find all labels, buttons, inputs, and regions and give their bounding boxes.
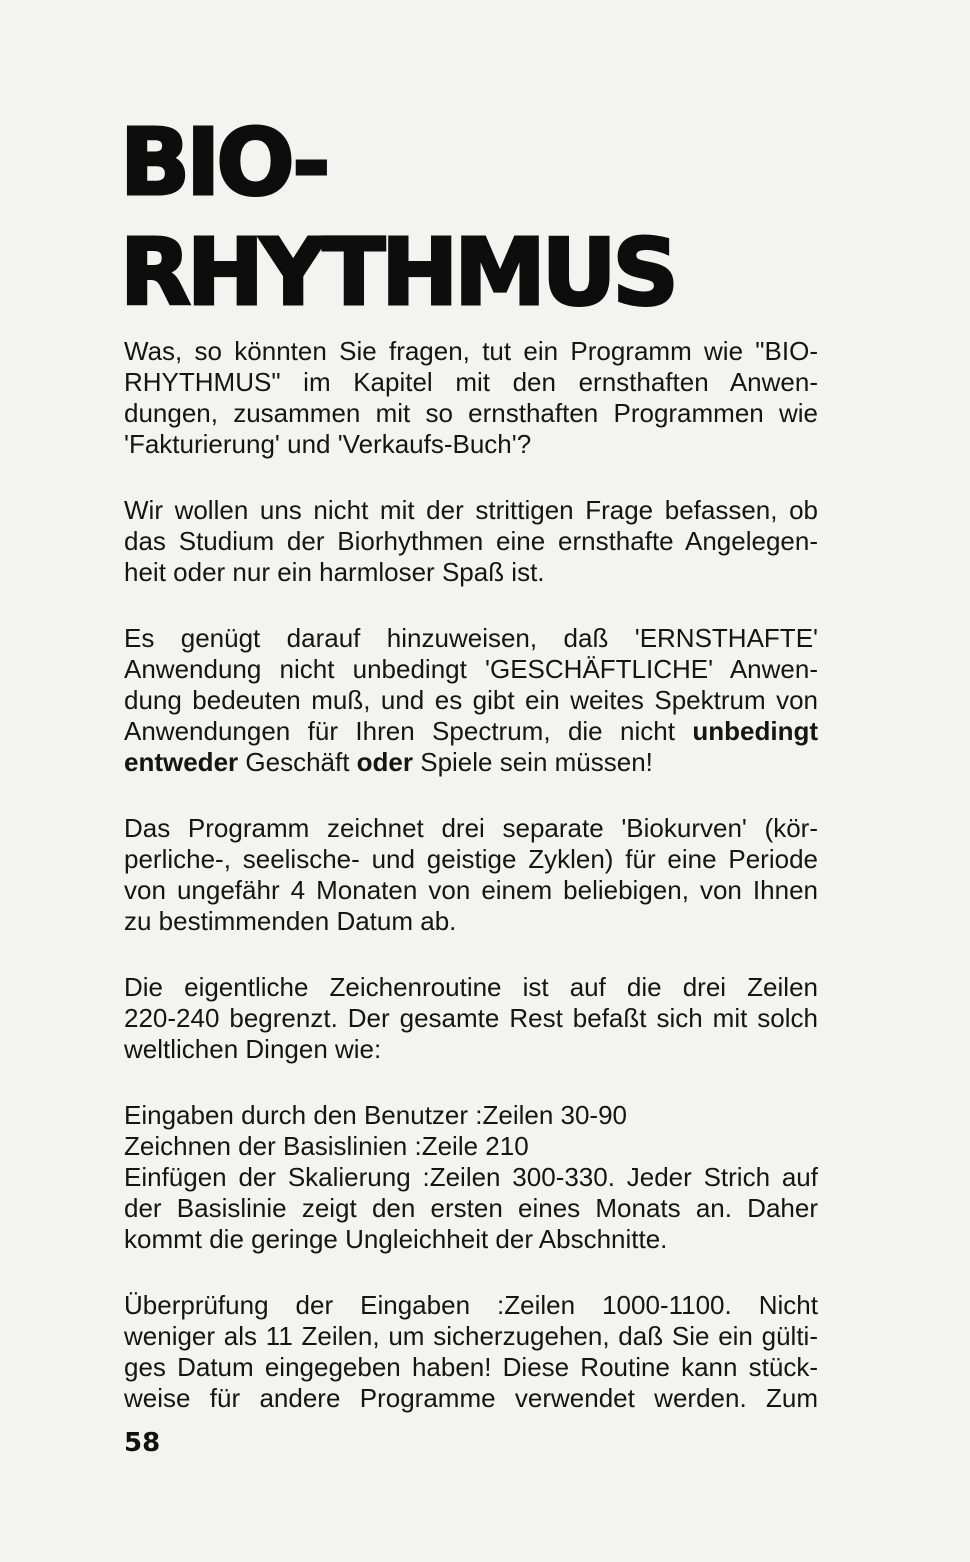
paragraph-input-check <box>124 1290 818 1414</box>
text-line: Einfügen der Skalierung :Zeilen 300-330. Jeder Strich auf <box>124 1162 818 1192</box>
text-line: das Studium der Biorhythmen eine ernsthafte Angelegen- <box>124 526 818 556</box>
text-line: Es genügt darauf hinzuweisen, daß 'ERNSTHAFTE' <box>124 623 818 653</box>
text-line: heit oder nur ein harmloser Spaß ist. <box>124 557 545 587</box>
text-run: Spiele sein müssen! <box>413 747 653 777</box>
text-line: Das Programm zeichnet drei separate 'Biokurven' (kör- <box>124 813 818 843</box>
text-line: Wir wollen uns nicht mit der strittigen Frage befassen, ob <box>124 495 818 525</box>
text-line: Was, so könnten Sie fragen, tut ein Programm wie "BIO- <box>124 336 818 366</box>
text-line: zu bestimmenden Datum ab. <box>124 906 457 936</box>
text-line: dungen, zusammen mit so ernsthaften Programmen wie <box>124 398 818 428</box>
bold-text: entweder <box>124 747 239 777</box>
chapter-title-line-2: RHYTHMUS <box>120 219 675 326</box>
text-line <box>124 747 818 778</box>
text-line: weise für andere Programme verwendet werden. Zum <box>124 1383 818 1413</box>
body-text <box>124 336 818 1449</box>
text-line: weltlichen Dingen wie: <box>124 1034 382 1064</box>
paragraph-program-description <box>124 813 818 937</box>
text-line: weniger als 11 Zeilen, um sicherzugehen, daß Sie ein gülti- <box>124 1321 818 1351</box>
paragraph-serious-use <box>124 623 818 778</box>
paragraph-intro <box>124 336 818 460</box>
chapter-title-line-1: BIO- <box>120 109 327 216</box>
text-line: Die eigentliche Zeichenroutine ist auf die drei Zeilen <box>124 972 818 1002</box>
text-line: 'Fakturierung' und 'Verkaufs-Buch'? <box>124 429 532 459</box>
text-line: kommt die geringe Ungleichheit der Abschnitte. <box>124 1224 668 1254</box>
paragraph-question <box>124 495 818 588</box>
page-number: 58 <box>124 1428 161 1458</box>
text-line: 220-240 begrenzt. Der gesamte Rest befaßt sich mit solch <box>124 1003 818 1033</box>
text-line: RHYTHMUS" im Kapitel mit den ernsthaften Anwen- <box>124 367 818 397</box>
text-line: Zeichnen der Basislinien :Zeile 210 <box>124 1131 529 1161</box>
text-line: Eingaben durch den Benutzer :Zeilen 30-90 <box>124 1100 628 1130</box>
text-line: perliche-, seelische- und geistige Zyklen) für eine Periode <box>124 844 818 874</box>
text-line: Anwendung nicht unbedingt 'GESCHÄFTLICHE' Anwen- <box>124 654 818 684</box>
text-line: von ungefähr 4 Monaten von einem beliebigen, von Ihnen <box>124 875 818 905</box>
bold-text: oder <box>356 747 413 777</box>
paragraph-line-list <box>124 1100 818 1255</box>
text-line: ges Datum eingegeben haben! Diese Routine kann stück- <box>124 1352 818 1382</box>
text-line <box>124 716 818 747</box>
text-line: Überprüfung der Eingaben :Zeilen 1000-1100. Nicht <box>124 1290 818 1320</box>
text-line: dung bedeuten muß, und es gibt ein weites Spektrum von <box>124 685 818 715</box>
paragraph-drawing-routine <box>124 972 818 1065</box>
bold-text: unbedingt <box>692 716 818 746</box>
text-run: Anwendungen für Ihren Spectrum, die nicht <box>124 716 693 746</box>
text-line: der Basislinie zeigt den ersten eines Monats an. Daher <box>124 1193 818 1223</box>
chapter-title <box>120 108 675 328</box>
text-run: Geschäft <box>238 747 357 777</box>
